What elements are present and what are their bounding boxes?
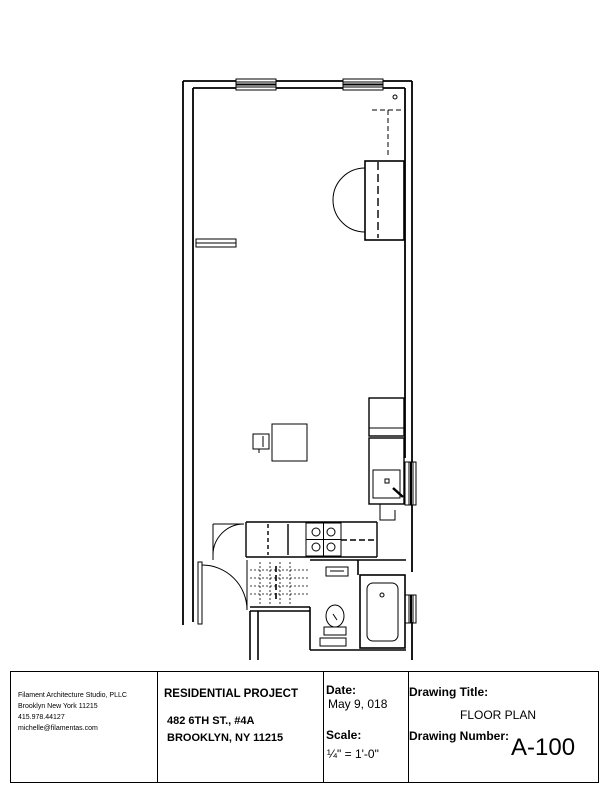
drawing-number-label: Drawing Number: bbox=[409, 729, 510, 743]
project-address-line1: 482 6TH ST., #4A bbox=[167, 715, 255, 727]
firm-city: Brooklyn New York 11215 bbox=[18, 703, 98, 710]
date-value: May 9, 018 bbox=[328, 697, 388, 711]
firm-name: Filament Architecture Studio, PLLC bbox=[18, 692, 127, 699]
project-address-line2: BROOKLYN, NY 11215 bbox=[167, 732, 284, 744]
counter-sink bbox=[369, 438, 404, 504]
toilet bbox=[320, 605, 346, 646]
stove bbox=[306, 523, 341, 556]
date-label: Date: bbox=[326, 683, 357, 697]
bath-door bbox=[198, 560, 247, 624]
window-right-bath bbox=[405, 595, 416, 623]
firm-email: michelle@filamentas.com bbox=[18, 725, 98, 732]
closet bbox=[333, 161, 404, 240]
vanity bbox=[326, 567, 348, 576]
bath-tile bbox=[250, 562, 310, 604]
drawing-title-value: FLOOR PLAN bbox=[460, 708, 537, 722]
window-right-kitchen bbox=[405, 462, 416, 505]
entry-door bbox=[213, 524, 244, 560]
window-left bbox=[196, 239, 236, 247]
upper-alcove-dashed bbox=[372, 110, 404, 158]
window-top-right bbox=[343, 79, 383, 90]
bathtub bbox=[360, 575, 405, 648]
drawing-number-value: A-100 bbox=[511, 734, 576, 761]
counter-upper bbox=[369, 398, 404, 436]
firm-phone: 415.978.44127 bbox=[18, 714, 65, 721]
scale-value: ¼" = 1'-0" bbox=[327, 747, 379, 761]
window-top-left bbox=[236, 79, 276, 90]
table bbox=[253, 424, 307, 461]
scale-label: Scale: bbox=[326, 728, 362, 742]
wall-jog bbox=[380, 504, 395, 520]
project-title: RESIDENTIAL PROJECT bbox=[164, 688, 298, 700]
title-block bbox=[10, 671, 599, 783]
drawing-title-label: Drawing Title: bbox=[409, 685, 489, 699]
corner-marker bbox=[393, 95, 397, 99]
